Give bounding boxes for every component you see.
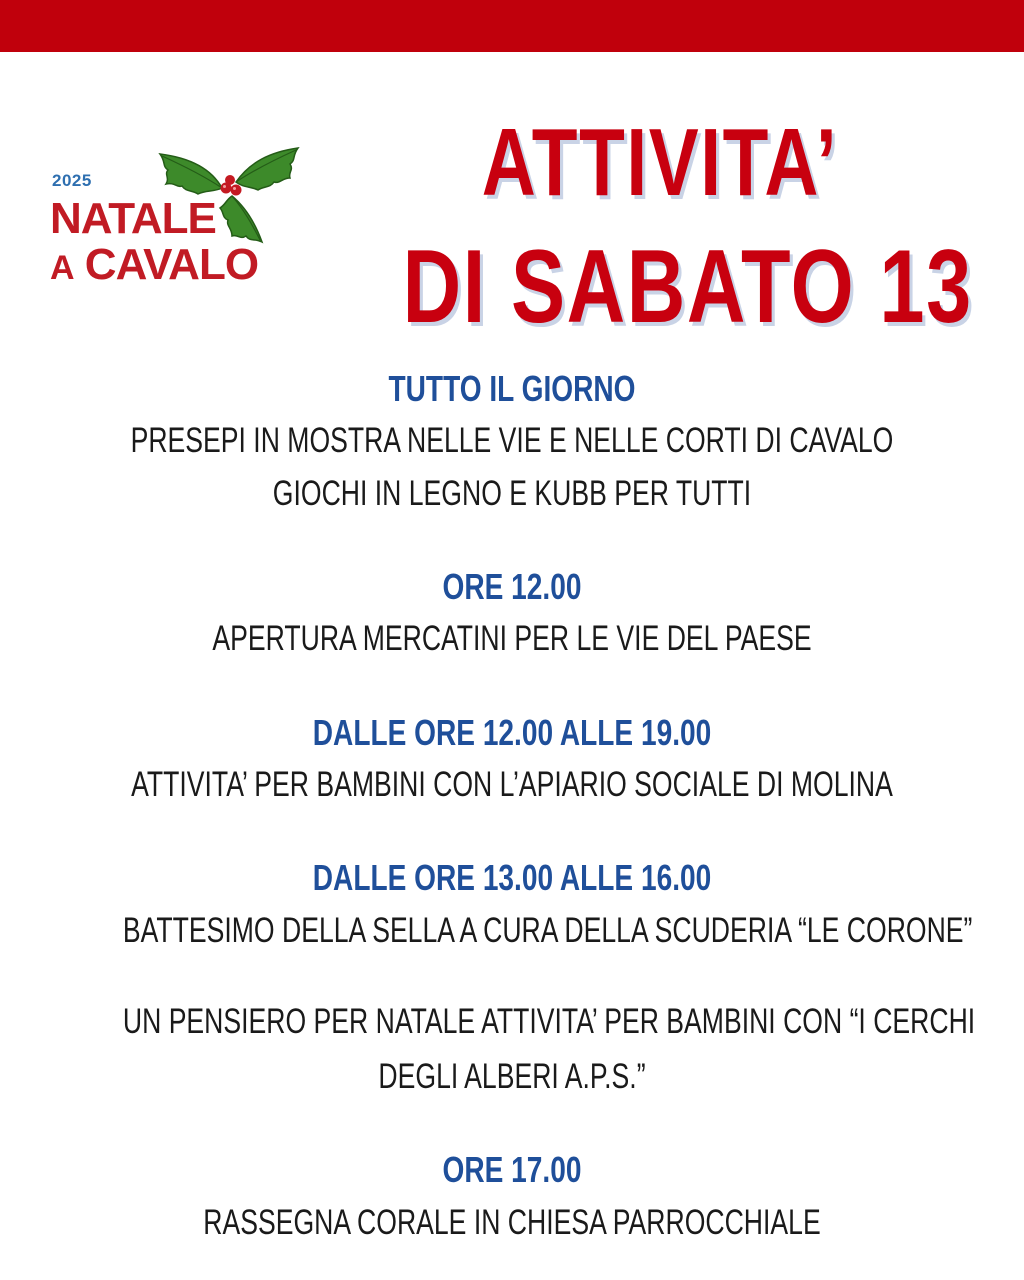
schedule-item: BATTESIMO DELLA SELLA A CURA DELLA SCUDERIA “LE CORONE” (122, 911, 973, 950)
natale-a-cavalo-logo (40, 140, 300, 300)
logo-text-a-cavalo (50, 240, 258, 290)
section-heading-12: ORE 12.00 (442, 566, 582, 607)
section-heading-17: ORE 17.00 (442, 1149, 582, 1190)
logo-text-natale: NATALE (50, 194, 216, 243)
page-title-line-2: DI SABATO 13 (402, 229, 973, 345)
page-title-line-1: ATTIVITA’ (481, 109, 839, 216)
section-heading-13-16: DALLE ORE 13.00 ALLE 16.00 (312, 857, 712, 898)
schedule-item: DEGLI ALBERI A.P.S.” (378, 1057, 646, 1096)
logo-year: 2025 (52, 171, 92, 190)
section-heading-12-19: DALLE ORE 12.00 ALLE 19.00 (312, 712, 712, 753)
schedule-item: GIOCHI IN LEGNO E KUBB PER TUTTI (272, 474, 752, 513)
schedule-item: ATTIVITA’ PER BAMBINI CON L’APIARIO SOCIALE DI MOLINA (131, 765, 893, 804)
logo-text-cavalo: CAVALO (84, 240, 259, 289)
section-heading-all-day: TUTTO IL GIORNO (388, 368, 636, 409)
schedule-item: APERTURA MERCATINI PER LE VIE DEL PAESE (212, 619, 812, 658)
schedule-item: UN PENSIERO PER NATALE ATTIVITA’ PER BAMBINI CON “I CERCHI (122, 1002, 976, 1041)
schedule-item: PRESEPI IN MOSTRA NELLE VIE E NELLE CORTI DI CAVALO (130, 421, 894, 460)
schedule-item: RASSEGNA CORALE IN CHIESA PARROCCHIALE (203, 1203, 821, 1242)
top-banner-bar (0, 0, 1024, 52)
logo-text-a: A (50, 249, 74, 287)
